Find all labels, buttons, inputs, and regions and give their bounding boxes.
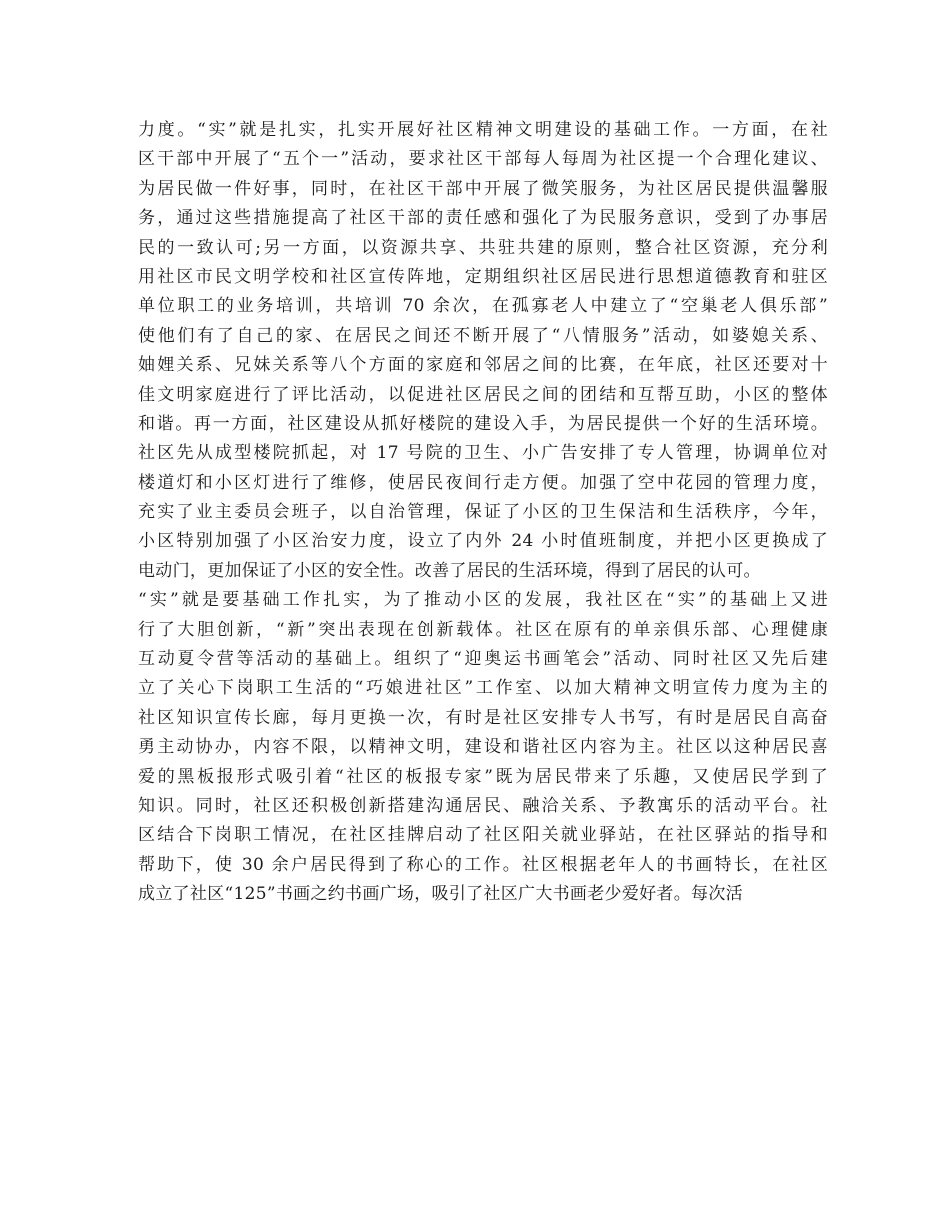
text-line-26: 帮助下，使 30 余户居民得到了称心的工作。社区根据老年人的书画特长，在社区 (138, 854, 828, 875)
text-line-15: 小区特别加强了小区治安力度，设立了内外 24 小时值班制度，并把小区更换成了 (138, 531, 828, 552)
text-line-18: 行了大胆创新，“新”突出表现在创新载体。社区在原有的单亲俱乐部、心理健康 (138, 619, 828, 640)
text-line-4: 务，通过这些措施提高了社区干部的责任感和强化了为民服务意识，受到了办事居 (138, 208, 828, 229)
text-line-17: “实”就是要基础工作扎实，为了推动小区的发展，我社区在“实”的基础上又进 (138, 590, 828, 611)
text-line-6: 用社区市民文明学校和社区宣传阵地，定期组织社区居民进行思想道德教育和驻区 (138, 266, 828, 287)
text-line-22: 勇主动协办，内容不限，以精神文明，建设和谐社区内容为主。社区以这种居民喜 (138, 737, 828, 758)
text-line-11: 和谐。再一方面，社区建设从抓好楼院的建设入手，为居民提供一个好的生活环境。 (138, 413, 828, 434)
text-line-3: 为居民做一件好事，同时，在社区干部中开展了微笑服务，为社区居民提供温馨服 (138, 178, 828, 199)
text-line-2: 区干部中开展了“五个一”活动，要求社区干部每人每周为社区提一个合理化建议、 (138, 149, 828, 170)
text-line-20: 立了关心下岗职工生活的“巧娘进社区”工作室、以加大精神文明宣传力度为主的 (138, 678, 828, 699)
text-line-27: 成立了社区“125”书画之约书画广场，吸引了社区广大书画老少爱好者。每次活 (138, 884, 743, 905)
body-text (138, 116, 828, 910)
text-line-13: 楼道灯和小区灯进行了维修，使居民夜间行走方便。加强了空中花园的管理力度， (138, 472, 828, 493)
text-line-5: 民的一致认可;另一方面，以资源共享、共驻共建的原则，整合社区资源，充分利 (138, 237, 828, 258)
text-line-21: 社区知识宣传长廊，每月更换一次，有时是社区安排专人书写，有时是居民自高奋 (138, 707, 828, 728)
text-line-12: 社区先从成型楼院抓起，对 17 号院的卫生、小广告安排了专人管理，协调单位对 (138, 443, 828, 464)
text-line-7: 单位职工的业务培训，共培训 70 余次，在孤寡老人中建立了“空巢老人俱乐部” (138, 296, 828, 317)
text-line-23: 爱的黑板报形式吸引着“社区的板报专家”既为居民带来了乐趣，又使居民学到了 (138, 766, 828, 787)
text-line-9: 妯娌关系、兄妹关系等八个方面的家庭和邻居之间的比赛，在年底，社区还要对十 (138, 355, 828, 376)
text-line-25: 区结合下岗职工情况，在社区挂牌启动了社区阳关就业驿站，在社区驿站的指导和 (138, 825, 828, 846)
text-line-8: 使他们有了自己的家、在居民之间还不断开展了“八情服务”活动，如婆媳关系、 (138, 325, 828, 346)
text-line-19: 互动夏令营等活动的基础上。组织了“迎奥运书画笔会”活动、同时社区又先后建 (138, 649, 828, 670)
text-line-16: 电动门，更加保证了小区的安全性。改善了居民的生活环境，得到了居民的认可。 (138, 560, 761, 581)
text-line-10: 佳文明家庭进行了评比活动，以促进社区居民之间的团结和互帮互助，小区的整体 (138, 384, 828, 405)
text-line-24: 知识。同时，社区还积极创新搭建沟通居民、融洽关系、予教寓乐的活动平台。社 (138, 795, 828, 816)
text-line-14: 充实了业主委员会班子，以自治管理，保证了小区的卫生保洁和生活秩序，今年， (138, 502, 828, 523)
text-line-1: 力度。“实”就是扎实，扎实开展好社区精神文明建设的基础工作。一方面，在社 (138, 120, 828, 140)
